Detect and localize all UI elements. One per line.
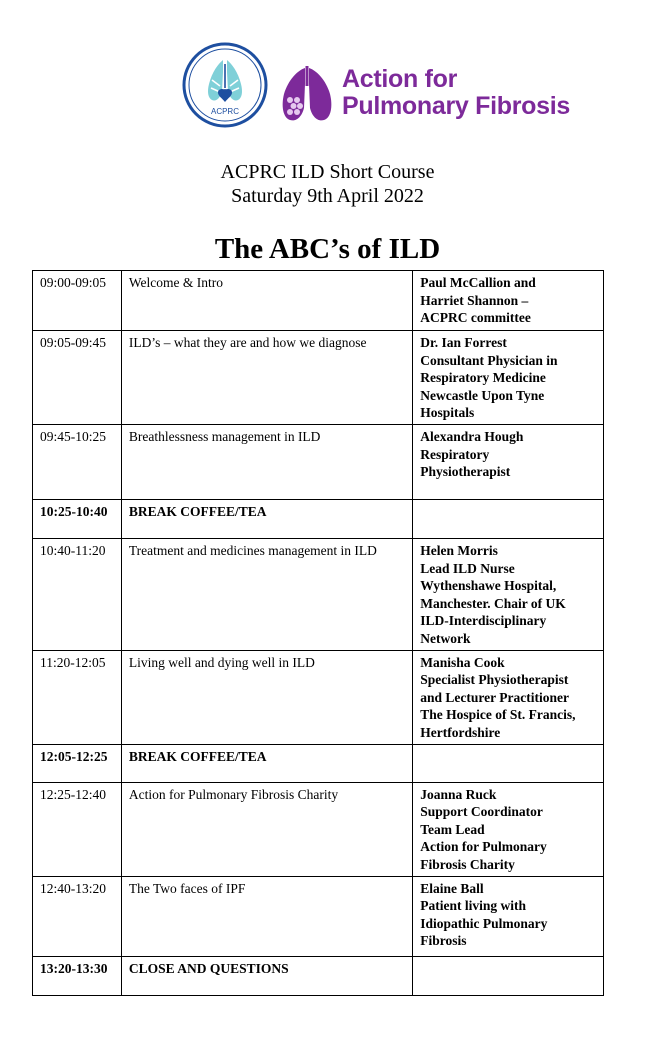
topic-cell: BREAK COFFEE/TEA bbox=[121, 500, 412, 539]
speaker-line: ACPRC committee bbox=[420, 310, 531, 326]
lungs-icon bbox=[278, 64, 336, 124]
speaker-line: Respiratory Medicine bbox=[420, 370, 546, 386]
time-cell: 09:05-09:45 bbox=[33, 331, 122, 425]
time-cell: 10:40-11:20 bbox=[33, 539, 122, 651]
speaker-line: Alexandra Hough bbox=[420, 429, 524, 444]
topic-cell: Treatment and medicines management in ILD bbox=[121, 539, 412, 651]
topic-cell: BREAK COFFEE/TEA bbox=[121, 744, 412, 782]
table-row bbox=[33, 271, 604, 331]
speaker-line: Action for Pulmonary bbox=[420, 839, 547, 855]
topic-cell: CLOSE AND QUESTIONS bbox=[121, 956, 412, 995]
speaker-cell bbox=[413, 539, 604, 651]
table-row bbox=[33, 539, 604, 651]
apf-logo-line2: Pulmonary Fibrosis bbox=[342, 92, 570, 120]
speaker-cell bbox=[413, 331, 604, 425]
speaker-line: Hospitals bbox=[420, 405, 475, 421]
table-row bbox=[33, 650, 604, 744]
time-cell: 09:45-10:25 bbox=[33, 425, 122, 500]
speaker-cell bbox=[413, 425, 604, 500]
speaker-line: Harriet Shannon – bbox=[420, 292, 529, 308]
speaker-cell bbox=[413, 650, 604, 744]
speaker-cell bbox=[413, 744, 604, 782]
speaker-cell bbox=[413, 956, 604, 995]
course-date: Saturday 9th April 2022 bbox=[231, 185, 424, 207]
logo-area bbox=[178, 42, 578, 132]
speaker-cell bbox=[413, 782, 604, 876]
speaker-line: Fibrosis Charity bbox=[420, 856, 515, 872]
speaker-line: The Hospice of St. Francis, bbox=[420, 707, 576, 723]
table-row bbox=[33, 744, 604, 782]
page-title: The ABC’s of ILD bbox=[214, 233, 441, 265]
topic-cell: ILD’s – what they are and how we diagnose bbox=[121, 331, 412, 425]
time-cell: 10:25-10:40 bbox=[33, 500, 122, 539]
speaker-line: and Lecturer Practitioner bbox=[420, 689, 569, 705]
speaker-line: Newcastle Upon Tyne bbox=[420, 387, 545, 403]
topic-cell: The Two faces of IPF bbox=[121, 876, 412, 956]
topic-cell: Living well and dying well in ILD bbox=[121, 650, 412, 744]
speaker-line: Joanna Ruck bbox=[420, 786, 497, 802]
speaker-line: Patient living with bbox=[420, 898, 526, 914]
apf-logo-text bbox=[342, 66, 570, 120]
apf-logo-line1: Action for bbox=[342, 65, 458, 93]
acprc-logo-text: ACPRC bbox=[210, 107, 240, 116]
speaker-line: Lead ILD Nurse bbox=[420, 560, 515, 576]
speaker-line: Network bbox=[420, 630, 471, 646]
course-name: ACPRC ILD Short Course bbox=[220, 161, 435, 183]
acprc-logo bbox=[182, 42, 268, 128]
table-row bbox=[33, 500, 604, 539]
table-row bbox=[33, 956, 604, 995]
topic-cell: Action for Pulmonary Fibrosis Charity bbox=[121, 782, 412, 876]
topic-cell: Breathlessness management in ILD bbox=[121, 425, 412, 500]
speaker-line: ILD-Interdisciplinary bbox=[420, 613, 547, 629]
speaker-line: Helen Morris bbox=[420, 543, 498, 558]
speaker-line: Manisha Cook bbox=[420, 654, 505, 670]
table-row bbox=[33, 425, 604, 500]
time-cell: 12:25-12:40 bbox=[33, 782, 122, 876]
speaker-line: Elaine Ball bbox=[420, 880, 484, 896]
speaker-cell bbox=[413, 500, 604, 539]
speaker-line: Consultant Physician in bbox=[420, 352, 558, 368]
speaker-line: Fibrosis bbox=[420, 933, 467, 949]
speaker-line: Respiratory bbox=[420, 446, 490, 462]
speaker-cell bbox=[413, 876, 604, 956]
time-cell: 09:00-09:05 bbox=[33, 271, 122, 331]
speaker-line: Idiopathic Pulmonary bbox=[420, 915, 548, 931]
time-cell: 12:40-13:20 bbox=[33, 876, 122, 956]
speaker-line: Physiotherapist bbox=[420, 464, 511, 480]
speaker-line: Specialist Physiotherapist bbox=[420, 672, 569, 688]
speaker-line: Team Lead bbox=[420, 821, 485, 837]
course-title bbox=[0, 160, 655, 208]
speaker-line: Paul McCallion and bbox=[420, 275, 536, 290]
speaker-cell bbox=[413, 271, 604, 331]
table-row bbox=[33, 876, 604, 956]
apf-logo bbox=[278, 64, 578, 124]
speaker-line: Wythenshawe Hospital, bbox=[420, 578, 557, 594]
speaker-line: Manchester. Chair of UK bbox=[420, 595, 566, 611]
speaker-line: Hertfordshire bbox=[420, 724, 501, 740]
table-row bbox=[33, 331, 604, 425]
time-cell: 13:20-13:30 bbox=[33, 956, 122, 995]
speaker-line: Dr. Ian Forrest bbox=[420, 335, 507, 350]
speaker-line: Support Coordinator bbox=[420, 804, 543, 820]
topic-cell: Welcome & Intro bbox=[121, 271, 412, 331]
time-cell: 11:20-12:05 bbox=[33, 650, 122, 744]
table-row bbox=[33, 782, 604, 876]
time-cell: 12:05-12:25 bbox=[33, 744, 122, 782]
schedule-table bbox=[32, 270, 604, 996]
